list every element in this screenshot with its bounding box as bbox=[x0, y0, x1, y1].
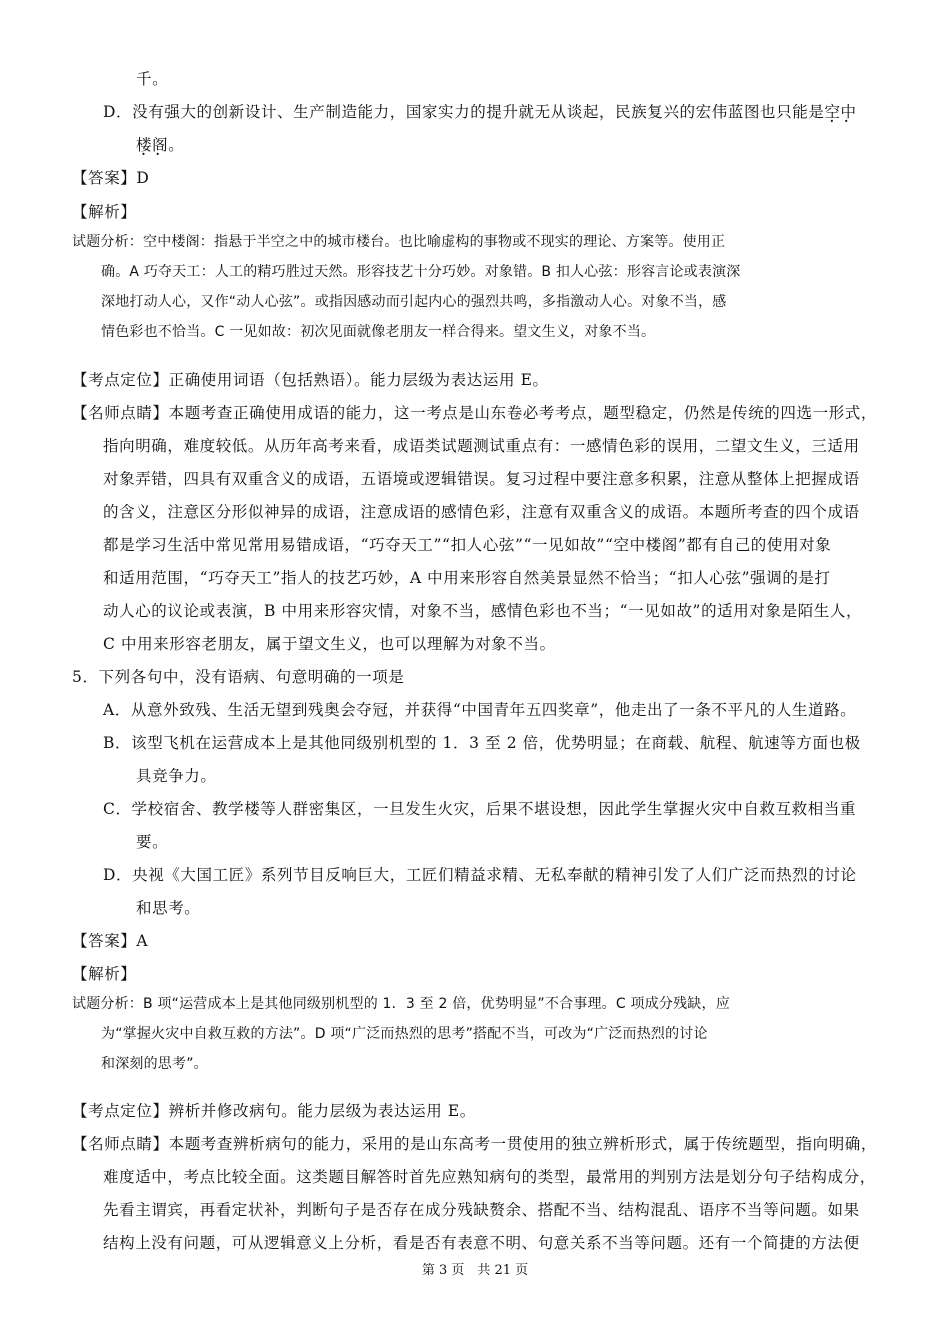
option-d-line2: 和思考。 bbox=[136, 899, 201, 917]
analysis-line: 情色彩也不恰当。C 一见如故：初次见面就像老朋友一样合得来。望文生义，对象不当。 bbox=[101, 324, 656, 340]
analysis-header: 【解析】 bbox=[72, 965, 137, 983]
analysis-line: 确。A 巧夺天工：人工的精巧胜过天然。形容技艺十分巧妙。对象错。B 扣人心弦：形容言论或表演深 bbox=[101, 264, 741, 280]
analysis-header: 【解析】 bbox=[72, 203, 137, 221]
option-a: A．从意外致残、生活无望到残奥会夺冠，并获得“中国青年五四奖章”，他走出了一条不平凡的人生道路。 bbox=[103, 701, 857, 719]
analysis-line: 试题分析：B 项“运营成本上是其他同级别机型的 1．3 至 2 倍，优势明显”不合事理。C 项成分残缺，应 bbox=[72, 996, 730, 1012]
option-b: B．该型飞机在运营成本上是其他同级别机型的 1．3 至 2 倍，优势明显；在商载、航程、航速等方面也极 bbox=[103, 734, 861, 752]
kaodian-label: 【考点定位】辨析并修改病句。能力层级为表达运用 E。 bbox=[72, 1102, 476, 1120]
analysis-line: 试题分析：空中楼阁：指悬于半空之中的城市楼台。也比喻虚构的事物或不现实的理论、方案等。使用正 bbox=[72, 234, 726, 250]
dianjing-line: 都是学习生活中常见常用易错成语，“巧夺天工”“扣人心弦”“一见如故”“空中楼阁”都有自己的使用对象 bbox=[103, 536, 832, 554]
dianjing-line: 指向明确，难度较低。从历年高考来看，成语类试题测试重点有：一感情色彩的误用，二望文生义，三适用 bbox=[103, 437, 860, 455]
dianjing-line: C 中用来形容老朋友，属于望文生义，也可以理解为对象不当。 bbox=[103, 635, 556, 653]
option-d: D．央视《大国工匠》系列节目反响巨大，工匠们精益求精、无私奉献的精神引发了人们广泛而热烈的讨论 bbox=[103, 866, 857, 884]
dianjing-line: 和适用范围，“巧夺天工”指人的技艺巧妙，A 中用来形容自然美景显然不恰当；“扣人心弦”强调的是打 bbox=[103, 569, 831, 587]
option-d-text: 没有强大的创新设计、生产制造能力，国家实力的提升就无从谈起，民族复兴的宏伟蓝图也只能是 bbox=[132, 103, 825, 121]
dianjing-line: 对象弄错，四具有双重含义的成语，五语境或逻辑错误。复习过程中要注意多积累，注意从整体上把握成语 bbox=[103, 470, 860, 488]
dianjing-line: 【名师点睛】本题考查辨析病句的能力，采用的是山东高考一贯使用的独立辨析形式，属于传统题型，指向明确， bbox=[72, 1135, 878, 1153]
question-stem: 5．下列各句中，没有语病、句意明确的一项是 bbox=[72, 668, 405, 686]
answer-label: 【答案】A bbox=[72, 932, 149, 950]
dianjing-line: 【名师点睛】本题考查正确使用成语的能力，这一考点是山东卷必考考点，题型稳定，仍然是传统的四选一形式， bbox=[72, 404, 878, 422]
option-d-end: 。 bbox=[168, 136, 185, 154]
answer-label: 【答案】D bbox=[72, 169, 150, 187]
dianjing-line: 先看主谓宾，再看定状补，判断句子是否存在成分残缺赘余、搭配不当、结构混乱、语序不当等问题。如果 bbox=[103, 1201, 860, 1219]
option-c: C．学校宿舍、教学楼等人群密集区，一旦发生火灾，后果不堪设想，因此学生掌握火灾中自救互救相当重 bbox=[103, 800, 857, 818]
option-d bbox=[103, 102, 857, 122]
analysis-line: 为“掌握火灾中自救互救的方法”。D 项“广泛而热烈的思考”搭配不当，可改为“广泛而热烈的讨论 bbox=[101, 1026, 708, 1042]
emphasized-word: 空中 · · bbox=[824, 102, 856, 122]
kaodian-label: 【考点定位】正确使用词语（包括熟语）。能力层级为表达运用 E。 bbox=[72, 371, 549, 389]
dianjing-line: 的含义，注意区分形似神异的成语，注意成语的感情色彩，注意有双重含义的成语。本题所考查的四个成语 bbox=[103, 503, 860, 521]
analysis-line: 深地打动人心，又作“动人心弦”。或指因感动而引起内心的强烈共鸣，多指激动人心。对象不当，感 bbox=[101, 294, 727, 310]
emphasized-word: 楼阁 · · bbox=[136, 135, 168, 155]
analysis-line: 和深刻的思考”。 bbox=[101, 1056, 208, 1072]
option-d-label: D． bbox=[103, 103, 133, 121]
dianjing-line: 结构上没有问题，可从逻辑意义上分析，看是否有表意不明、句意关系不当等问题。还有一个简捷的方法便 bbox=[103, 1234, 860, 1252]
dianjing-line: 动人心的议论或表演，B 中用来形容灾情，对象不当，感情色彩也不当；“一见如故”的适用对象是陌生人， bbox=[103, 602, 863, 620]
option-b-line2: 具竞争力。 bbox=[136, 767, 217, 785]
option-d-line2 bbox=[136, 135, 184, 155]
page-footer: 第 3 页 共 21 页 bbox=[421, 1263, 529, 1278]
dianjing-line: 难度适中，考点比较全面。这类题目解答时首先应熟知病句的类型，最常用的判别方法是划分句子结构成分， bbox=[103, 1168, 876, 1186]
option-continuation: 千。 bbox=[136, 70, 169, 88]
option-c-line2: 要。 bbox=[136, 833, 169, 851]
